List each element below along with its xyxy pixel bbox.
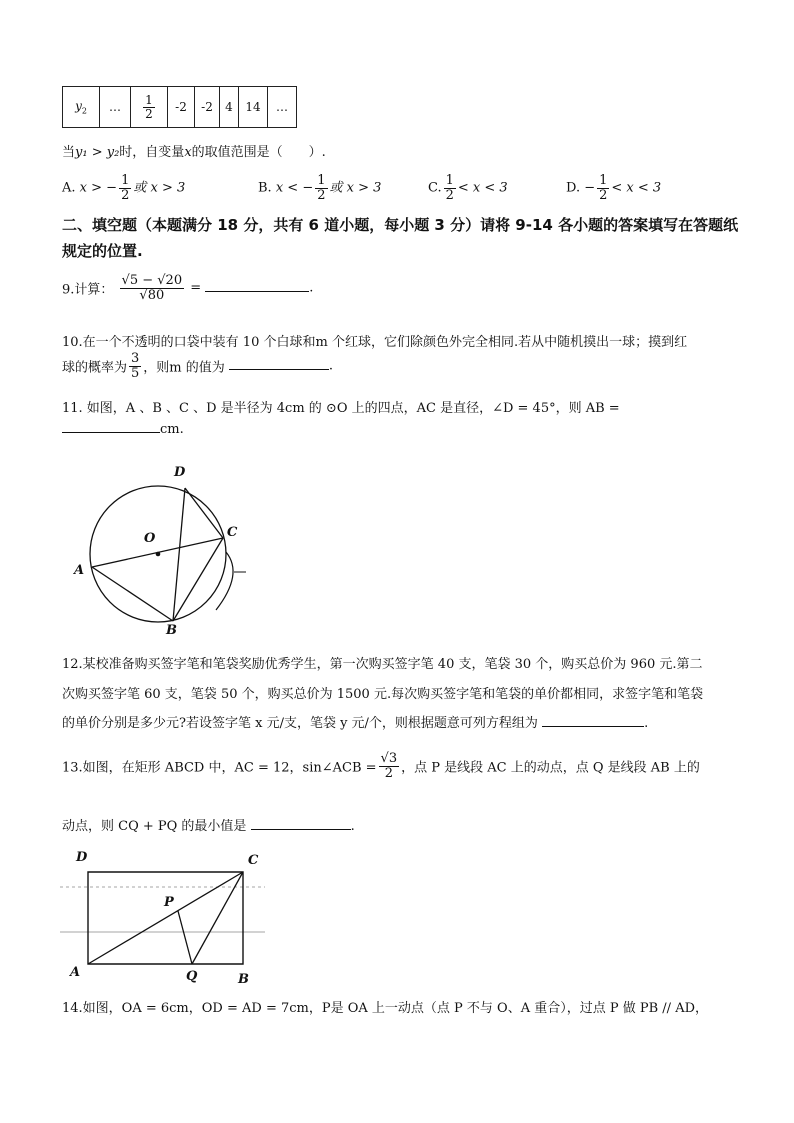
center-point: [156, 552, 161, 557]
q13-answer-blank[interactable]: [251, 819, 351, 830]
segment-ac: [88, 872, 243, 964]
q12-line1: 12.某校准备购买签字笔和笔袋奖励优秀学生，第一次购买签字笔 40 支，笔袋 30 个，购买总价为 960 元.第二: [62, 657, 703, 672]
segment-cd: [185, 488, 223, 538]
table-cell: -2: [195, 87, 220, 128]
table-cell: 4: [220, 87, 239, 128]
q10-line1: 10.在一个不透明的口袋中装有 10 个白球和m 个红球，它们除颜色外完全相同.若从中随机摸出一球；摸到红: [62, 335, 688, 350]
q14-line1: 14.如图，OA = 6cm，OD = AD = 7cm，P是 OA 上一动点（点 P 不与 O、A 重合），过点 P 做 PB // AD，: [62, 1001, 709, 1016]
segment-pq: [178, 911, 192, 964]
q12-line2: 次购买签字笔 60 支，笔袋 50 个，购买总价为 1500 元.每次购买签字笔和笔袋的单价都相同，求签字笔和笔袋: [62, 687, 704, 702]
q10-answer-blank[interactable]: [229, 359, 329, 370]
label-q: Q: [186, 969, 198, 984]
circle-figure: [66, 458, 266, 640]
value-table: [62, 86, 297, 128]
row-label: $y_2$: [63, 87, 100, 128]
q9-answer-blank[interactable]: [205, 281, 309, 292]
q8-stem: 当y₁ > y₂时，自变量x的取值范围是（ ）.: [62, 145, 326, 160]
label-b: B: [238, 972, 249, 987]
scan-mark: [216, 552, 233, 610]
q8-option-a[interactable]: A. x > − $\frac{1}{2}$ 或 x > 3: [62, 173, 186, 203]
label-o: O: [144, 531, 156, 546]
segment-cq: [192, 872, 243, 964]
q8-option-b[interactable]: B. x < − $\frac{1}{2}$ 或 x > 3: [258, 173, 382, 203]
q10-line2: 球的概率为 $\frac{3}{5}$ ，则m 的值为 .: [62, 351, 334, 381]
q11-line2: cm.: [62, 422, 184, 437]
label-b: B: [166, 623, 177, 638]
label-c: C: [227, 525, 238, 540]
label-p: P: [164, 895, 174, 910]
label-a: A: [70, 965, 81, 980]
table-cell-fraction: $\frac{1}{2}$: [131, 87, 168, 128]
rectangle-figure: [60, 850, 270, 990]
q11-answer-blank[interactable]: [62, 422, 160, 433]
segment-bd: [173, 488, 185, 621]
q12-line3: 的单价分别是多少元?若设签字笔 x 元/支，笔袋 y 元/个，则根据题意可列方程组为 .: [62, 716, 649, 731]
table-cell: …: [100, 87, 131, 128]
section-title: 二、填空题（本题满分 18 分，共有 6 道小题，每小题 3 分）请将 9-14 各小题的答案填写在答题纸规定的位置.: [62, 216, 739, 260]
q11-line1: 11. 如图，A 、B 、C 、D 是半径为 4cm 的 ⊙O 上的四点，AC 是直径，∠D = 45°，则 AB =: [62, 401, 620, 416]
q13-line1: 13.如图，在矩形 ABCD 中，AC = 12，sin∠ACB = $\frac{√3}{2}$ ，点 P 是线段 AC 上的动点，点 Q 是线段 AB 上的: [62, 751, 700, 781]
segment-ab: [92, 567, 173, 621]
q8-option-c[interactable]: C. $\frac{1}{2}$ < x < 3: [428, 173, 508, 203]
table-cell: 14: [239, 87, 268, 128]
table-row: [63, 87, 297, 128]
label-d: D: [76, 850, 88, 865]
label-d: D: [174, 465, 186, 480]
q12-answer-blank[interactable]: [542, 716, 644, 727]
label-c: C: [248, 853, 259, 868]
q8-option-d[interactable]: D. − $\frac{1}{2}$ < x < 3: [566, 173, 662, 203]
q13-line2: 动点，则 CQ + PQ 的最小值是 .: [62, 819, 355, 834]
q9: 9.计算： $\frac{√5 - √20}{√80}$ = .: [62, 273, 314, 303]
table-cell: -2: [168, 87, 195, 128]
table-cell: …: [268, 87, 297, 128]
label-a: A: [74, 563, 85, 578]
